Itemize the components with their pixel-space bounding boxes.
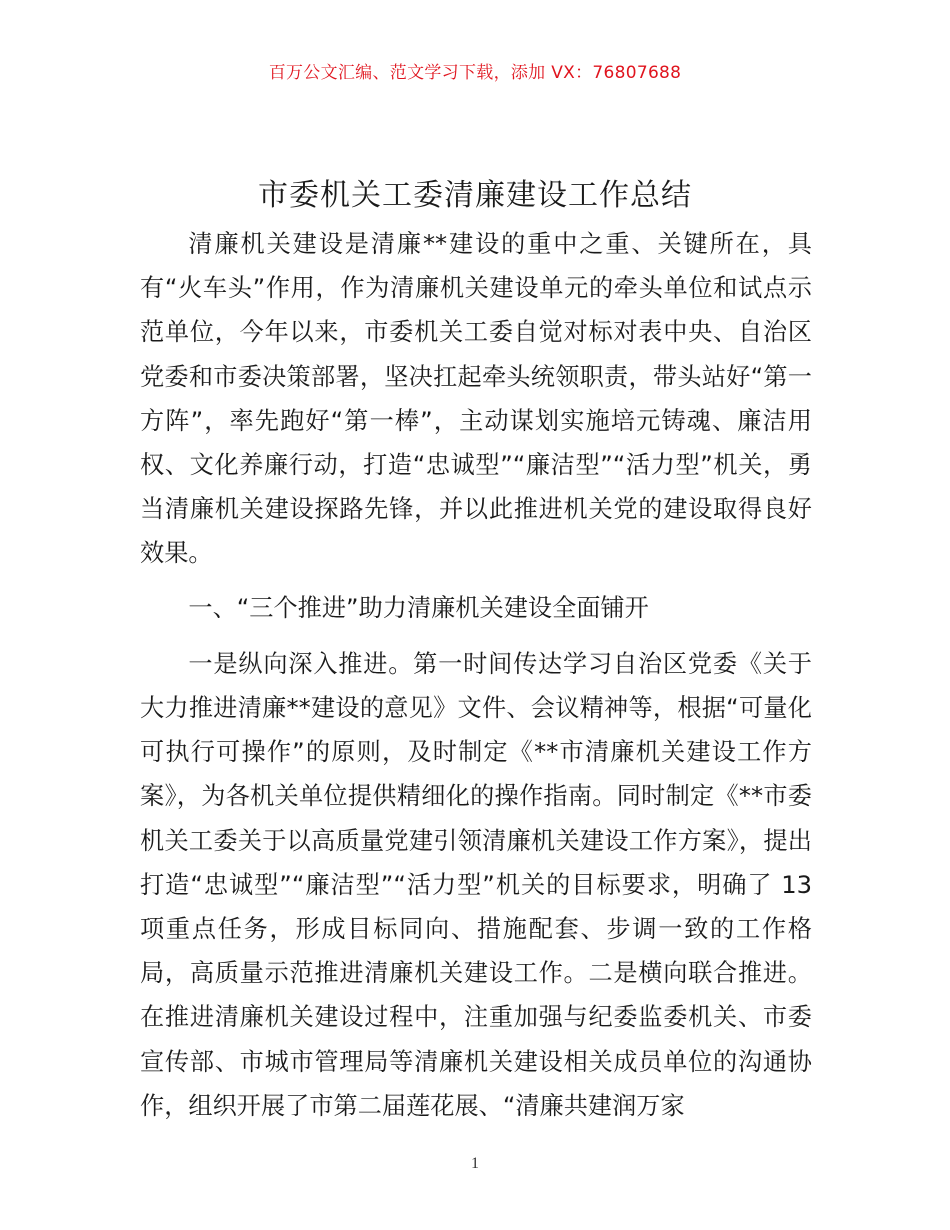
header-banner: 百万公文汇编、范文学习下载，添加 VX：76807688 [268,63,682,83]
document-body [140,222,812,1128]
page-number: 1 [471,1155,479,1172]
section-heading: 一、“三个推进”助力清廉机关建设全面铺开 [188,593,649,622]
section-paragraph: 一是纵向深入推进。第一时间传达学习自治区党委《关于大力推进清廉**建设的意见》文件、会议精神等，根据“可量化可执行可操作”的原则，及时制定《**市清廉机关建设工作方案》，为各机关单位提供精细化的操作指南。同时制定《**市委机关工委关于以高质量党建引领清廉机关建设工作方案》，提出打造“忠诚型”“廉洁型”“活力型”机关的目标要求，明确了 13 项重点任务，形成目标同向、措施配套、步调一致的工作格局，高质量示范推进清廉机关建设工作。二是横向联合推进。在推进清廉机关建设过程中，注重加强与纪委监委机关、市委宣传部、市城市管理局等清廉机关建设相关成员单位的沟通协作，组织开展了市第二届莲花展、“清廉共建润万家 [140,649,812,1120]
intro-paragraph: 清廉机关建设是清廉**建设的重中之重、关键所在，具有“火车头”作用，作为清廉机关建设单元的牵头单位和试点示范单位，今年以来，市委机关工委自觉对标对表中央、自治区党委和市委决策部署，坚决扛起牵头统领职责，带头站好“第一方阵”，率先跑好“第一棒”，主动谋划实施培元铸魂、廉洁用权、文化养廉行动，打造“忠诚型”“廉洁型”“活力型”机关，勇当清廉机关建设探路先锋，并以此推进机关党的建设取得良好效果。 [140,230,812,568]
page-title: 市委机关工委清廉建设工作总结 [258,178,692,213]
